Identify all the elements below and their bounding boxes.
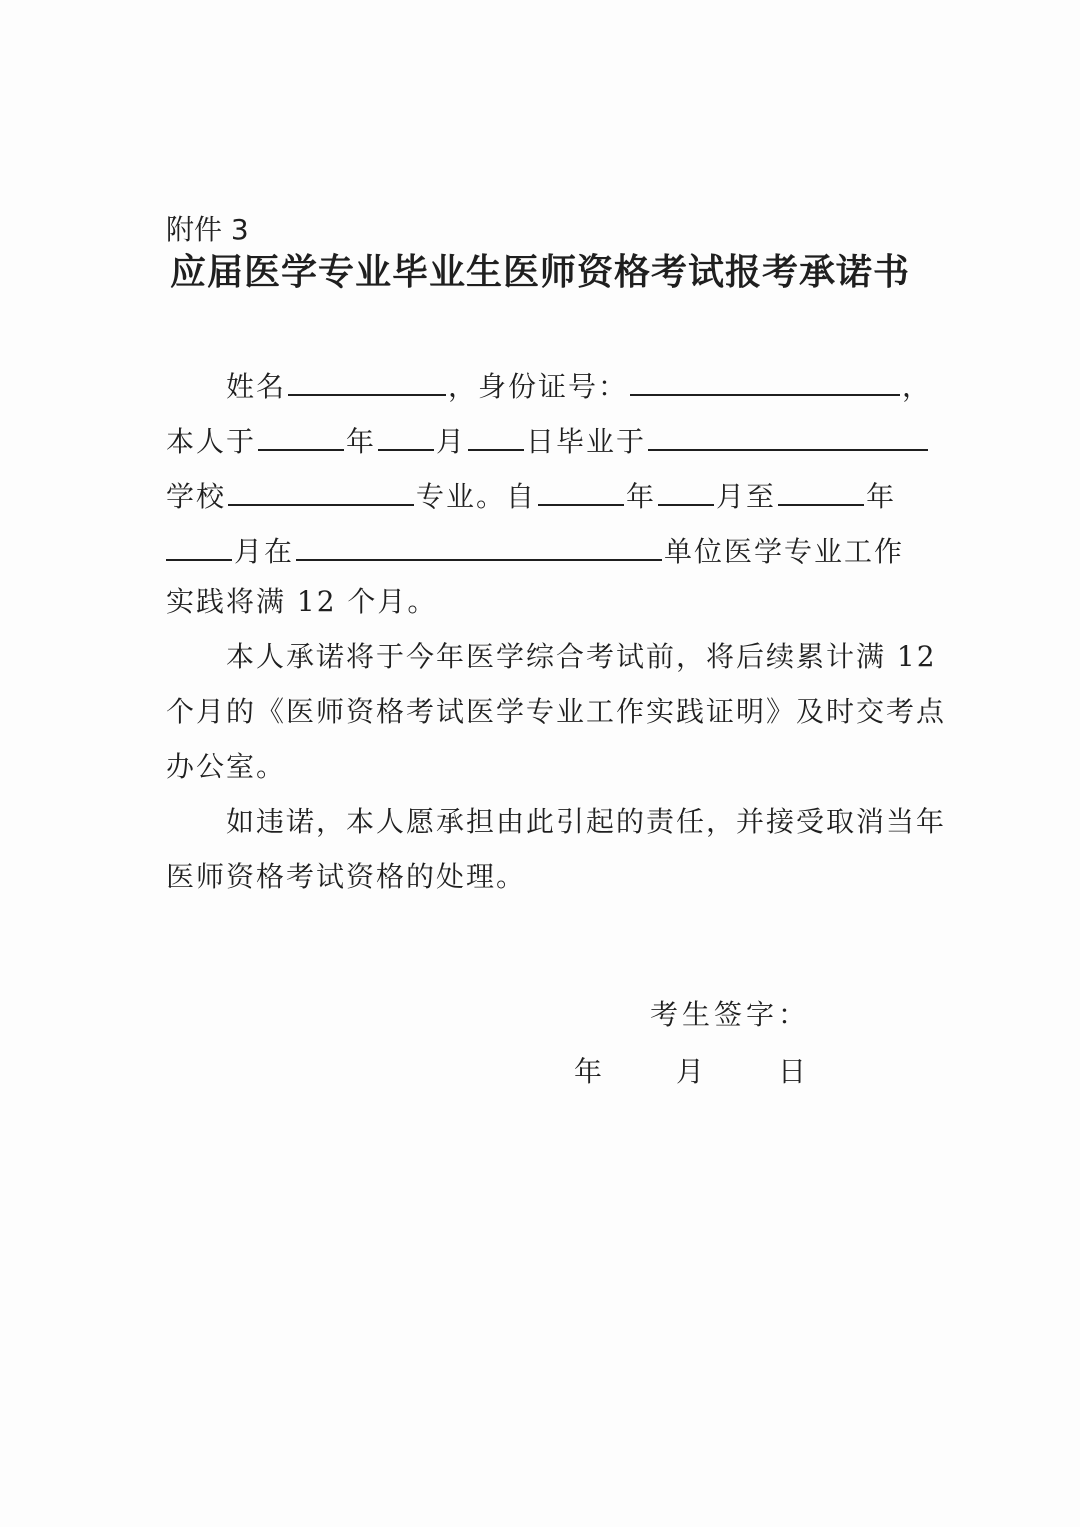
form-line-4 (166, 533, 904, 566)
promise-paragraph-line-3: 办公室。 (166, 750, 287, 783)
date-month-label: 月 (676, 1055, 709, 1088)
violation-paragraph-line-1: 如违诺，本人愿承担由此引起的责任，并接受取消当年 (226, 805, 947, 838)
school-name-blank[interactable] (648, 423, 928, 451)
graduation-month-label: 月 (436, 425, 467, 458)
name-blank[interactable] (288, 368, 446, 396)
graduation-year-label: 年 (346, 425, 377, 458)
promise-paragraph-line-2: 个月的《医师资格考试医学专业工作实践证明》及时交考点 (166, 695, 947, 728)
graduation-prefix-label: 本人于 (166, 425, 257, 458)
start-month-label: 月至 (716, 480, 777, 513)
school-label: 学校 (166, 480, 227, 513)
date-year-label: 年 (574, 1055, 607, 1088)
date-day-label: 日 (778, 1055, 811, 1088)
graduation-day-blank[interactable] (468, 423, 524, 451)
end-month-label: 月在 (234, 535, 295, 568)
end-year-blank[interactable] (778, 478, 864, 506)
graduation-month-blank[interactable] (378, 423, 434, 451)
form-line-2 (166, 423, 930, 456)
id-number-blank[interactable] (630, 368, 900, 396)
end-year-label: 年 (866, 480, 897, 513)
graduation-year-blank[interactable] (258, 423, 344, 451)
violation-paragraph-line-2: 医师资格考试资格的处理。 (166, 860, 527, 893)
name-label: 姓名 (226, 370, 287, 403)
major-blank[interactable] (228, 478, 414, 506)
form-line-3 (166, 478, 896, 511)
signature-label: 考生签字： (650, 998, 811, 1031)
attachment-label: 附件 3 (166, 213, 249, 246)
start-year-blank[interactable] (538, 478, 624, 506)
form-line-1 (226, 368, 932, 401)
id-number-label: ，身份证号： (448, 370, 629, 403)
end-month-blank[interactable] (166, 533, 232, 561)
start-month-blank[interactable] (658, 478, 714, 506)
unit-name-blank[interactable] (296, 533, 662, 561)
line1-comma: ， (902, 370, 933, 403)
unit-label: 单位医学专业工作 (664, 535, 905, 568)
major-label: 专业。自 (416, 480, 537, 513)
promise-paragraph-line-1: 本人承诺将于今年医学综合考试前，将后续累计满 12 (226, 640, 937, 673)
document-title: 应届医学专业毕业生医师资格考试报考承诺书 (169, 251, 910, 293)
graduation-day-label: 日毕业于 (526, 425, 647, 458)
start-year-label: 年 (626, 480, 657, 513)
form-line-5: 实践将满 12 个月。 (166, 585, 438, 618)
